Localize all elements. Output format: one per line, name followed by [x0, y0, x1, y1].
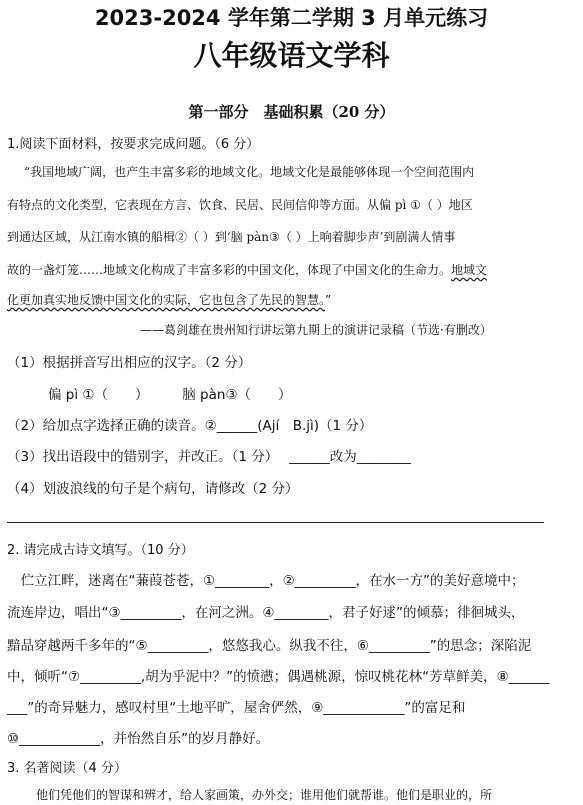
wavy-sentence-end: 化更加真实地反馈中国文化的实际，它也包含了先民的智慧。 — [7, 293, 326, 307]
reading-line-1: 他们凭他们的智谋和辨才，给人家画策，办外交；谁用他们就帮谁。他们是职业的，所 — [24, 788, 493, 802]
sub-question-4: （4）划波浪线的句子是个病句，请修改（2 分） — [7, 481, 299, 497]
passage-line-5 — [7, 291, 331, 308]
passage-line-3: 到通达区域，从江南水镇的船楫②（ ）到‘脑 pàn③（ ）上响着脚步声’到剧满人情事 — [7, 230, 456, 244]
poem-line-1: 伫立江畔，迷离在“蒹葭苍苍，①________，②_________，在水一方”的美好意境中； — [7, 573, 525, 589]
passage-line-1: “我国地域广阔，也产生丰富多彩的地域文化。地域文化是最能够体现一个空间范围内 — [24, 165, 475, 179]
poem-line-5: ___”的奇异魅力，感叹村里“土地平旷，屋舍俨然，⑨____________”的富足和 — [7, 700, 466, 716]
passage-line-4 — [7, 261, 487, 278]
question-3-prompt: 3. 名著阅读（4 分） — [7, 761, 127, 776]
question-1-prompt: 1.阅读下面材料，按要求完成问题。（6 分） — [7, 137, 260, 152]
poem-line-6: ⑩____________，并怡然自乐”的岁月静好。 — [7, 731, 270, 747]
sub-question-2: （2）给加点字选择正确的读音。②______(Ají B.jì)（1 分） — [7, 418, 373, 434]
sub-question-1: （1）根据拼音写出相应的汉字。（2 分） — [7, 355, 252, 371]
sub-question-1-blanks: 偏 pì ①（ ） 脑 pàn③（ ） — [48, 387, 292, 403]
poem-line-2: 流连岸边，唱出“③_________，在河之洲。④________，君子好逑”的倾慕；徘徊城头， — [7, 605, 525, 621]
question-2-prompt: 2. 请完成古诗文填写。（10 分） — [7, 543, 194, 558]
subject-title: 八年级语文学科 — [193, 39, 390, 72]
wavy-sentence-start: 地域文 — [451, 263, 488, 277]
exam-title: 2023-2024 学年第二学期 3 月单元练习 — [94, 6, 489, 30]
sub-question-3: （3）找出语段中的错别字，并改正。（1 分） ______改为________ — [7, 449, 411, 465]
passage-closing-quote: ” — [325, 293, 332, 307]
passage-line-2: 有特点的文化类型，它表现在方言、饮食、民居、民间信仰等方面。从偏 pì ①（ ）地区 — [7, 198, 473, 212]
part-heading: 第一部分 基础积累（20 分） — [188, 103, 395, 121]
passage-line-4-text: 故的一盏灯笼……地域文化构成了丰富多彩的中国文化，体现了中国文化的生命力。 — [7, 263, 452, 277]
answer-line[interactable] — [7, 522, 544, 523]
poem-line-4: 中，倾听“⑦_________,胡为乎泥中？”的愤懑；偶遇桃源，惊叹桃花林“芳草鲜美，⑧______ — [7, 669, 550, 685]
poem-line-3: 黯品穿越两千多年的“⑤_________，悠悠我心。纵我不往，⑥_________”的思念；深陷泥 — [7, 638, 532, 654]
passage-source: ——葛剑雄在贵州知行讲坛第九期上的演讲记录稿（节选·有删改） — [140, 323, 492, 337]
